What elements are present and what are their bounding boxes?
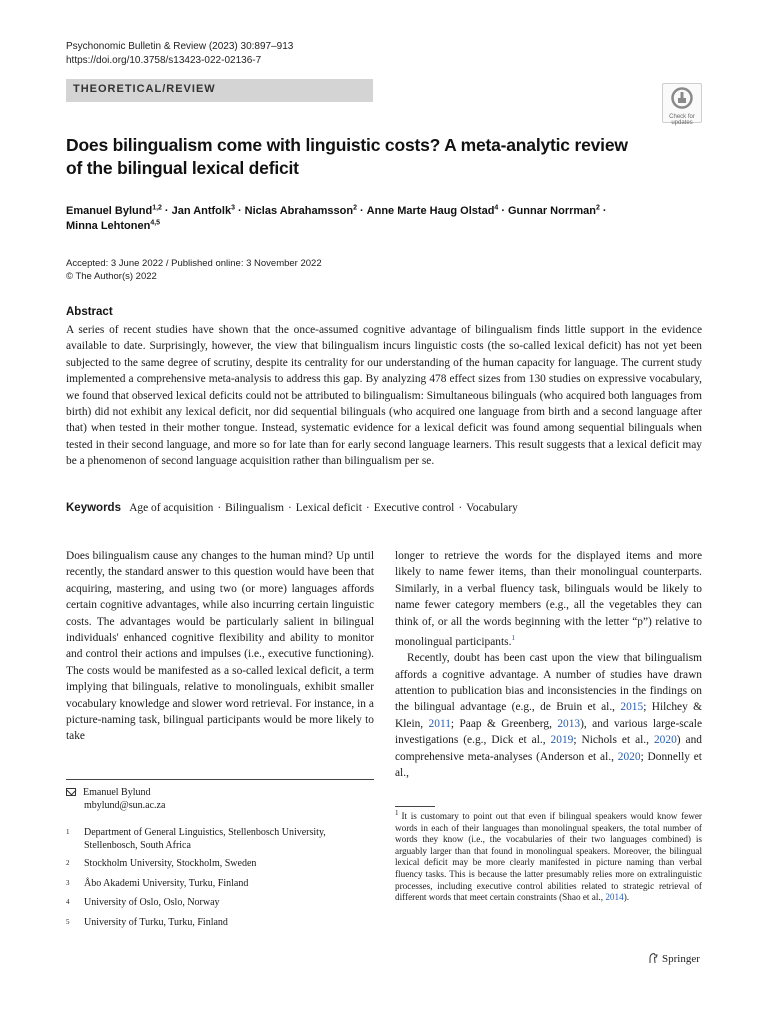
doi-link[interactable]: https://doi.org/10.3758/s13423-022-02136-7	[66, 55, 262, 66]
body-column-right	[395, 548, 702, 781]
title-line-2: of the bilingual lexical deficit	[66, 158, 299, 178]
author[interactable]: Niclas Abrahamsson$^2$	[244, 204, 357, 217]
publisher-name: Springer	[662, 953, 700, 965]
body-paragraph: Recently, doubt has been cast upon the view that bilingualism affords a cognitive advantage. A number of studies have drawn attention to publication bias and inconsistencies in the findings on the bilingual advantage (e.g., de Bruin et al., 2015; Hilchey & Klein, 2011; Paap & Greenberg, 2013), and various large-scale investigations (e.g., Dick et al., 2019; Nichols et al., 2020) and comprehensive meta-analyses (Anderson et al., 2020; Donnelly et al.,	[395, 652, 702, 780]
citation-link[interactable]: 2020	[653, 734, 677, 747]
journal-citation: Psychonomic Bulletin & Review (2023) 30:897–913	[66, 41, 294, 52]
keywords: Keywords Age of acquisition · Bilingualism · Lexical deficit · Executive control · Vocabulary	[66, 502, 518, 514]
springer-horse-icon	[647, 952, 659, 964]
section-banner	[66, 79, 373, 102]
footer-rule	[66, 779, 374, 780]
badge-line1: Check for	[669, 114, 695, 120]
citation-link[interactable]: 2013	[557, 717, 581, 730]
author[interactable]: Minna Lehtonen$^{4,5}$	[66, 219, 161, 232]
contact-name: Emanuel Bylund	[83, 787, 151, 798]
keywords-label: Keywords	[66, 502, 121, 514]
keyword: Vocabulary	[466, 502, 518, 514]
footnote: $^1$ It is customary to point out that even if bilingual speakers would know fewer words in each of their languages than monolingual speakers, the total number of words they know (i.e., the vocabularies of their two languages combined) is arguably larger than that found in monolingual speakers. Moreover, the bilingual lexical deficit may be more clearly manifested in picture naming than verbal fluency tasks. This is because the latter presumably relies more on extralinguistic processes, including executive control abilities related to strategic retrieval of different words that meet certain constraints (Shao et al., 2014).	[395, 808, 702, 903]
author[interactable]: Gunnar Norrman$^2$	[508, 204, 600, 217]
author[interactable]: Emanuel Bylund$^{1,2}$	[66, 204, 162, 217]
citation-link[interactable]: 2015	[620, 701, 644, 714]
contact-email[interactable]: mbylund@sun.ac.za	[84, 800, 166, 811]
check-for-updates-badge[interactable]	[662, 83, 702, 126]
publication-dates	[66, 257, 322, 283]
author-list: Emanuel Bylund$^{1,2}$ · Jan Antfolk$^3$ · Niclas Abrahamsson$^2$ · Anne Marte Haug Olstad$^4$ · Gunnar Norrman$^2$ · Minna Lehtonen$^{4,5}$	[66, 204, 607, 232]
citation-link[interactable]: 2011	[428, 717, 451, 730]
footnote-rule	[395, 806, 435, 807]
keyword: Bilingualism	[225, 502, 284, 514]
citation-link[interactable]: 2014	[605, 892, 624, 903]
affiliation: 1 Department of General Linguistics, Stellenbosch University, Stellenbosch, South Africa	[66, 827, 326, 851]
body-paragraph: Does bilingualism cause any changes to the human mind? Up until recently, the standard answer to this question would have been that acquiring, mastering, and using two (or more) languages affords certain cognitive advantages, while also incurring certain linguistic costs. The advantages would be particularly salient in bilingual individuals' enhanced cognitive flexibility and ability to monitor and control their actions and impulses (i.e., executive functioning). The costs would be manifested as a so-called lexical deficit, a term implying that bilinguals, relative to monolinguals, exhibit smaller vocabulary knowledge and slower word retrieval. For instance, in a picture-naming task, bilingual participants would be more likely to take	[66, 550, 374, 743]
author[interactable]: Anne Marte Haug Olstad$^4$	[366, 204, 499, 217]
keyword: Age of acquisition	[129, 502, 214, 514]
affiliation: 5 University of Turku, Turku, Finland	[66, 917, 228, 928]
keyword: Executive control	[373, 502, 455, 514]
footnote-marker[interactable]: 1	[511, 633, 516, 643]
citation-link[interactable]: 2019	[550, 734, 574, 747]
publisher-logo	[647, 952, 700, 965]
section-label: THEORETICAL/REVIEW	[73, 83, 216, 95]
body-paragraph: longer to retrieve the words for the displayed items and more likely to name fewer items, than their monolingual counterparts. Similarly, in a verbal fluency task, bilinguals would be likely to name fewer category members (e.g., all the vegetables they can think of, or all the words beginning with the letter “p”) relative to monolingual participants.$^1$	[395, 550, 702, 648]
title-line-1: Does bilingualism come with linguistic costs? A meta-analytic review	[66, 135, 628, 155]
envelope-icon	[66, 788, 76, 796]
badge-line2: updates	[671, 120, 693, 126]
abstract-text: A series of recent studies have shown that the once-assumed cognitive advantage of bilingualism finds little support in the evidence available to date. Surprisingly, however, the view that bilingualism incurs linguistic costs (the so-called lexical deficit) has not yet been subjected to the same degree of scrutiny, despite its centrality for our understanding of the human capacity for language. The current study implemented a comprehensive meta-analysis to address this gap. By analyzing 478 effect sizes from 130 studies on expressive vocabulary, we found that observed lexical deficits could not be attributed to bilingualism: Simultaneous bilinguals (who acquired both languages from birth) did not exhibit any lexical deficit, nor did sequential bilinguals (who acquired one language from birth and a second language after that) when tested in their mother tongue. Instead, systematic evidence for a lexical deficit was found among sequential bilinguals when tested in their second language, and more so for late than for early second language learners. This result suggests that a lexical deficit may be a phenomenon of second language acquisition rather than bilingualism per se.	[66, 324, 702, 468]
footnote-number: 1	[395, 808, 399, 817]
affiliation: 2 Stockholm University, Stockholm, Sweden	[66, 858, 257, 869]
dates-line: Accepted: 3 June 2022 / Published online: 3 November 2022	[66, 258, 322, 269]
copyright-line: © The Author(s) 2022	[66, 271, 157, 282]
corresponding-author	[66, 786, 165, 812]
keyword: Lexical deficit	[295, 502, 362, 514]
article-title	[66, 134, 686, 180]
affiliation: 4 University of Oslo, Oslo, Norway	[66, 897, 220, 908]
author[interactable]: Jan Antfolk$^3$	[171, 204, 235, 217]
body-column-left	[66, 548, 374, 745]
check-updates-icon	[671, 87, 693, 109]
affiliation: 3 Åbo Akademi University, Turku, Finland	[66, 878, 249, 889]
abstract-heading: Abstract	[66, 306, 113, 318]
citation-link[interactable]: 2020	[617, 750, 641, 763]
